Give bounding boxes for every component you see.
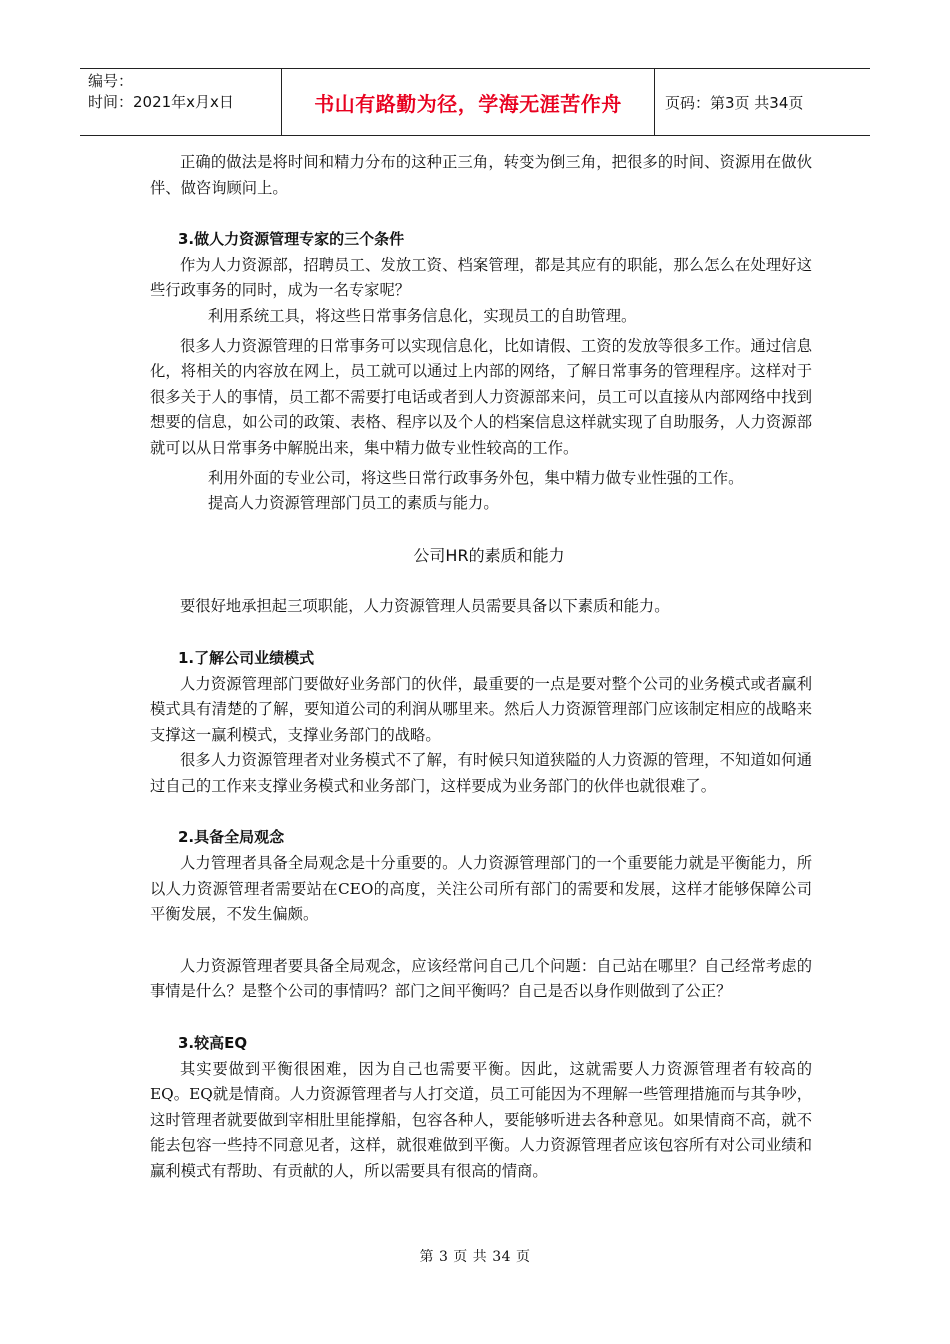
section-heading: 1.了解公司业绩模式 (178, 648, 315, 667)
section-heading: 3.做人力资源管理专家的三个条件 (178, 230, 405, 249)
paragraph: 很多人力资源管理者对业务模式不了解，有时候只知道狭隘的人力资源的管理，不知道如何通过自己的工作来支撑业务模式和业务部门，这样要成为业务部门的伙伴也就很难了。 (150, 751, 812, 795)
document-time-label: 时间：2021年x月x日 (88, 93, 234, 111)
paragraph: 其实要做到平衡很困难，因为自己也需要平衡。因此，这就需要人力资源管理者有较高的EQ。EQ就是情商。人力资源管理者与人打交道，员工可能因为不理解一些管理措施而与其争吵，这时管理者就要做到宰相肚里能撑船，包容各种人，要能够听进去各种意见。如果情商不高，就不能去包容一些持不同意见者，这样，就很难做到平衡。人力资源管理者应该包容所有对公司业绩和赢利模式有帮助、有贡献的人，所以需要具有很高的情商。 (150, 1059, 812, 1180)
paragraph: 人力管理者具备全局观念是十分重要的。人力资源管理部门的一个重要能力就是平衡能力，所以人力资源管理者需要站在CEO的高度，关注公司所有部门的需要和发展，这样才能够保障公司平衡发展，不发生偏颇。 (150, 854, 812, 924)
section-title: 公司HR的素质和能力 (413, 545, 565, 565)
paragraph: 要很好地承担起三项职能，人力资源管理人员需要具备以下素质和能力。 (180, 597, 670, 616)
document-header (80, 68, 870, 136)
paragraph: 人力资源管理者要具备全局观念，应该经常问自己几个问题：自己站在哪里？自己经常考虑的事情是什么？是整个公司的事情吗？部门之间平衡吗？自己是否以身作则做到了公正？ (150, 956, 812, 1001)
header-page-info: 页码：第3页 共34页 (665, 93, 804, 112)
paragraph: 作为人力资源部，招聘员工、发放工资、档案管理，都是其应有的职能，那么怎么在处理好这些行政事务的同时，成为一名专家呢？ (150, 255, 812, 300)
paragraph: 正确的做法是将时间和精力分布的这种正三角，转变为倒三角，把很多的时间、资源用在做伙伴、做咨询顾问上。 (150, 153, 812, 197)
header-motto: 书山有路勤为径，学海无涯苦作舟 (281, 69, 655, 135)
paragraph: 人力资源管理部门要做好业务部门的伙伴，最重要的一点是要对整个公司的业务模式或者赢利模式具有清楚的了解，要知道公司的利润从哪里来。然后人力资源管理部门应该制定相应的战略来支撑这一赢利模式，支撑业务部门的战略。 (150, 674, 812, 744)
header-meta (80, 69, 281, 135)
section-heading: 3.较高EQ (178, 1034, 248, 1053)
page-footer: 第 3 页 共 34 页 (419, 1249, 531, 1265)
document-number-label: 编号： (88, 72, 134, 90)
paragraph: 很多人力资源管理的日常事务可以实现信息化，比如请假、工资的发放等很多工作。通过信息化，将相关的内容放在网上，员工就可以通过上内部的网络，了解日常事务的管理程序。这样对于很多关于人的事情，员工都不需要打电话或者到人力资源部来问，员工可以直接从内部网络中找到想要的信息，如公司的政策、表格、程序以及个人的档案信息这样就实现了自助服务，人力资源部就可以从日常事务中解脱出来，集中精力做专业性较高的工作。 (150, 336, 812, 457)
paragraph: 利用外面的专业公司，将这些日常行政事务外包，集中精力做专业性强的工作。 (208, 468, 744, 487)
paragraph: 利用系统工具，将这些日常事务信息化，实现员工的自助管理。 (208, 306, 637, 325)
paragraph: 提高人力资源管理部门员工的素质与能力。 (208, 494, 499, 513)
section-heading: 2.具备全局观念 (178, 828, 285, 847)
document-body (150, 150, 812, 1185)
